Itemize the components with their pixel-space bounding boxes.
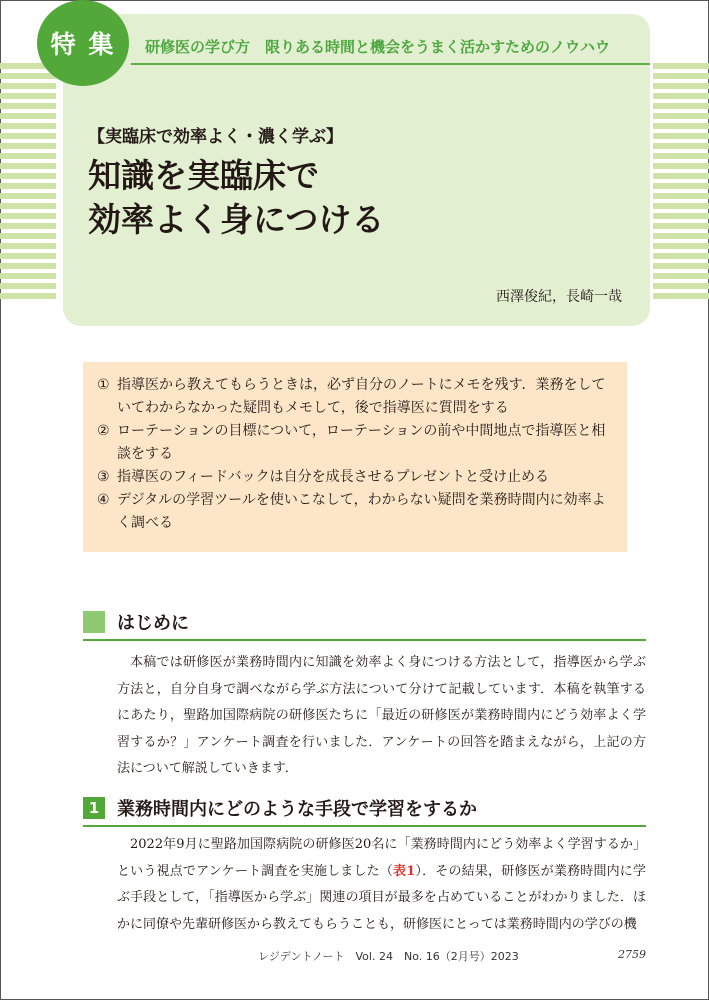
section-1-body xyxy=(117,832,646,938)
list-item-number: ① xyxy=(97,377,110,393)
header-divider xyxy=(131,63,650,65)
journal-info: レジデントノート Vol. 24 No. 16（2月号）2023 xyxy=(258,950,519,963)
summary-list xyxy=(83,362,627,535)
feature-badge: 特 集 xyxy=(37,0,129,86)
article-kicker: 【実臨床で効率よく・濃く学ぶ】 xyxy=(88,127,343,147)
list-item-number: ② xyxy=(97,423,110,439)
summary-box xyxy=(83,362,627,552)
paragraph-text-after: ）．その結果，研修医が業務時間内に学ぶ手段として，「指導医から学ぶ」関連の項目が最多を占めていることがわかりました．ほかに同僚や先輩研修医から教えてもらうことも，研修医にとっては業務時間内の学びの機 xyxy=(117,863,646,932)
authors: 西澤俊紀，長崎一哉 xyxy=(496,289,622,305)
series-title: 研修医の学び方 限りある時間と機会をうまく活かすためのノウハウ xyxy=(145,38,611,56)
list-item-number: ④ xyxy=(97,492,110,508)
list-item xyxy=(97,466,613,489)
intro-paragraph: 本稿では研修医が業務時間内に知識を効率よく身につける方法として，指導医から学ぶ方法と，自分自身で調べながら学ぶ方法について分けて記載しています．本稿を執筆するにあたり，聖路加国際病院の研修医たちに「最近の研修医が業務時間内にどう効率よく学習するか？」アンケート調査を行いました．アンケートの回答を踏まえながら，上記の方法について解説していきます． xyxy=(117,655,646,776)
section-number: 1 xyxy=(83,797,105,819)
paragraph-text-before: 2022年9月に聖路加国際病院の研修医20名に「業務時間内にどう効率よく学習するか」という視点でアンケート調査を実施しました（ xyxy=(117,837,646,879)
list-item xyxy=(97,374,613,420)
section-marker-square xyxy=(83,611,105,633)
list-item-text: ローテーションの目標について，ローテーションの前や中間地点で指導医と相談をする xyxy=(117,423,606,462)
list-item-number: ③ xyxy=(97,469,110,485)
list-item xyxy=(97,420,613,466)
article-title-line-2: 効率よく身につける xyxy=(88,200,385,239)
section-title: 業務時間内にどのような手段で学習をするか xyxy=(117,799,477,820)
list-item xyxy=(97,489,613,535)
section-rule xyxy=(83,639,646,641)
list-item-text: デジタルの学習ツールを使いこなして，わからない疑問を業務時間内に効率よく調べる xyxy=(117,492,606,531)
section-title: はじめに xyxy=(117,613,189,634)
section-rule xyxy=(83,825,646,827)
list-item-text: 指導医から教えてもらうときは，必ず自分のノートにメモを残す．業務をしていてわからなかった疑問もメモして，後で指導医に質問をする xyxy=(117,377,606,416)
article-title-line-1: 知識を実臨床で xyxy=(88,156,319,195)
page-number: 2759 xyxy=(618,948,646,961)
article-title xyxy=(88,154,384,242)
decorative-stripes-left xyxy=(0,63,56,299)
decorative-stripes-right xyxy=(653,63,709,299)
table-reference-link[interactable]: 表1 xyxy=(393,863,416,879)
list-item-text: 指導医のフィードバックは自分を成長させるプレゼントと受け止める xyxy=(117,469,550,485)
section-1-paragraph xyxy=(117,832,646,938)
intro-body xyxy=(117,650,646,783)
